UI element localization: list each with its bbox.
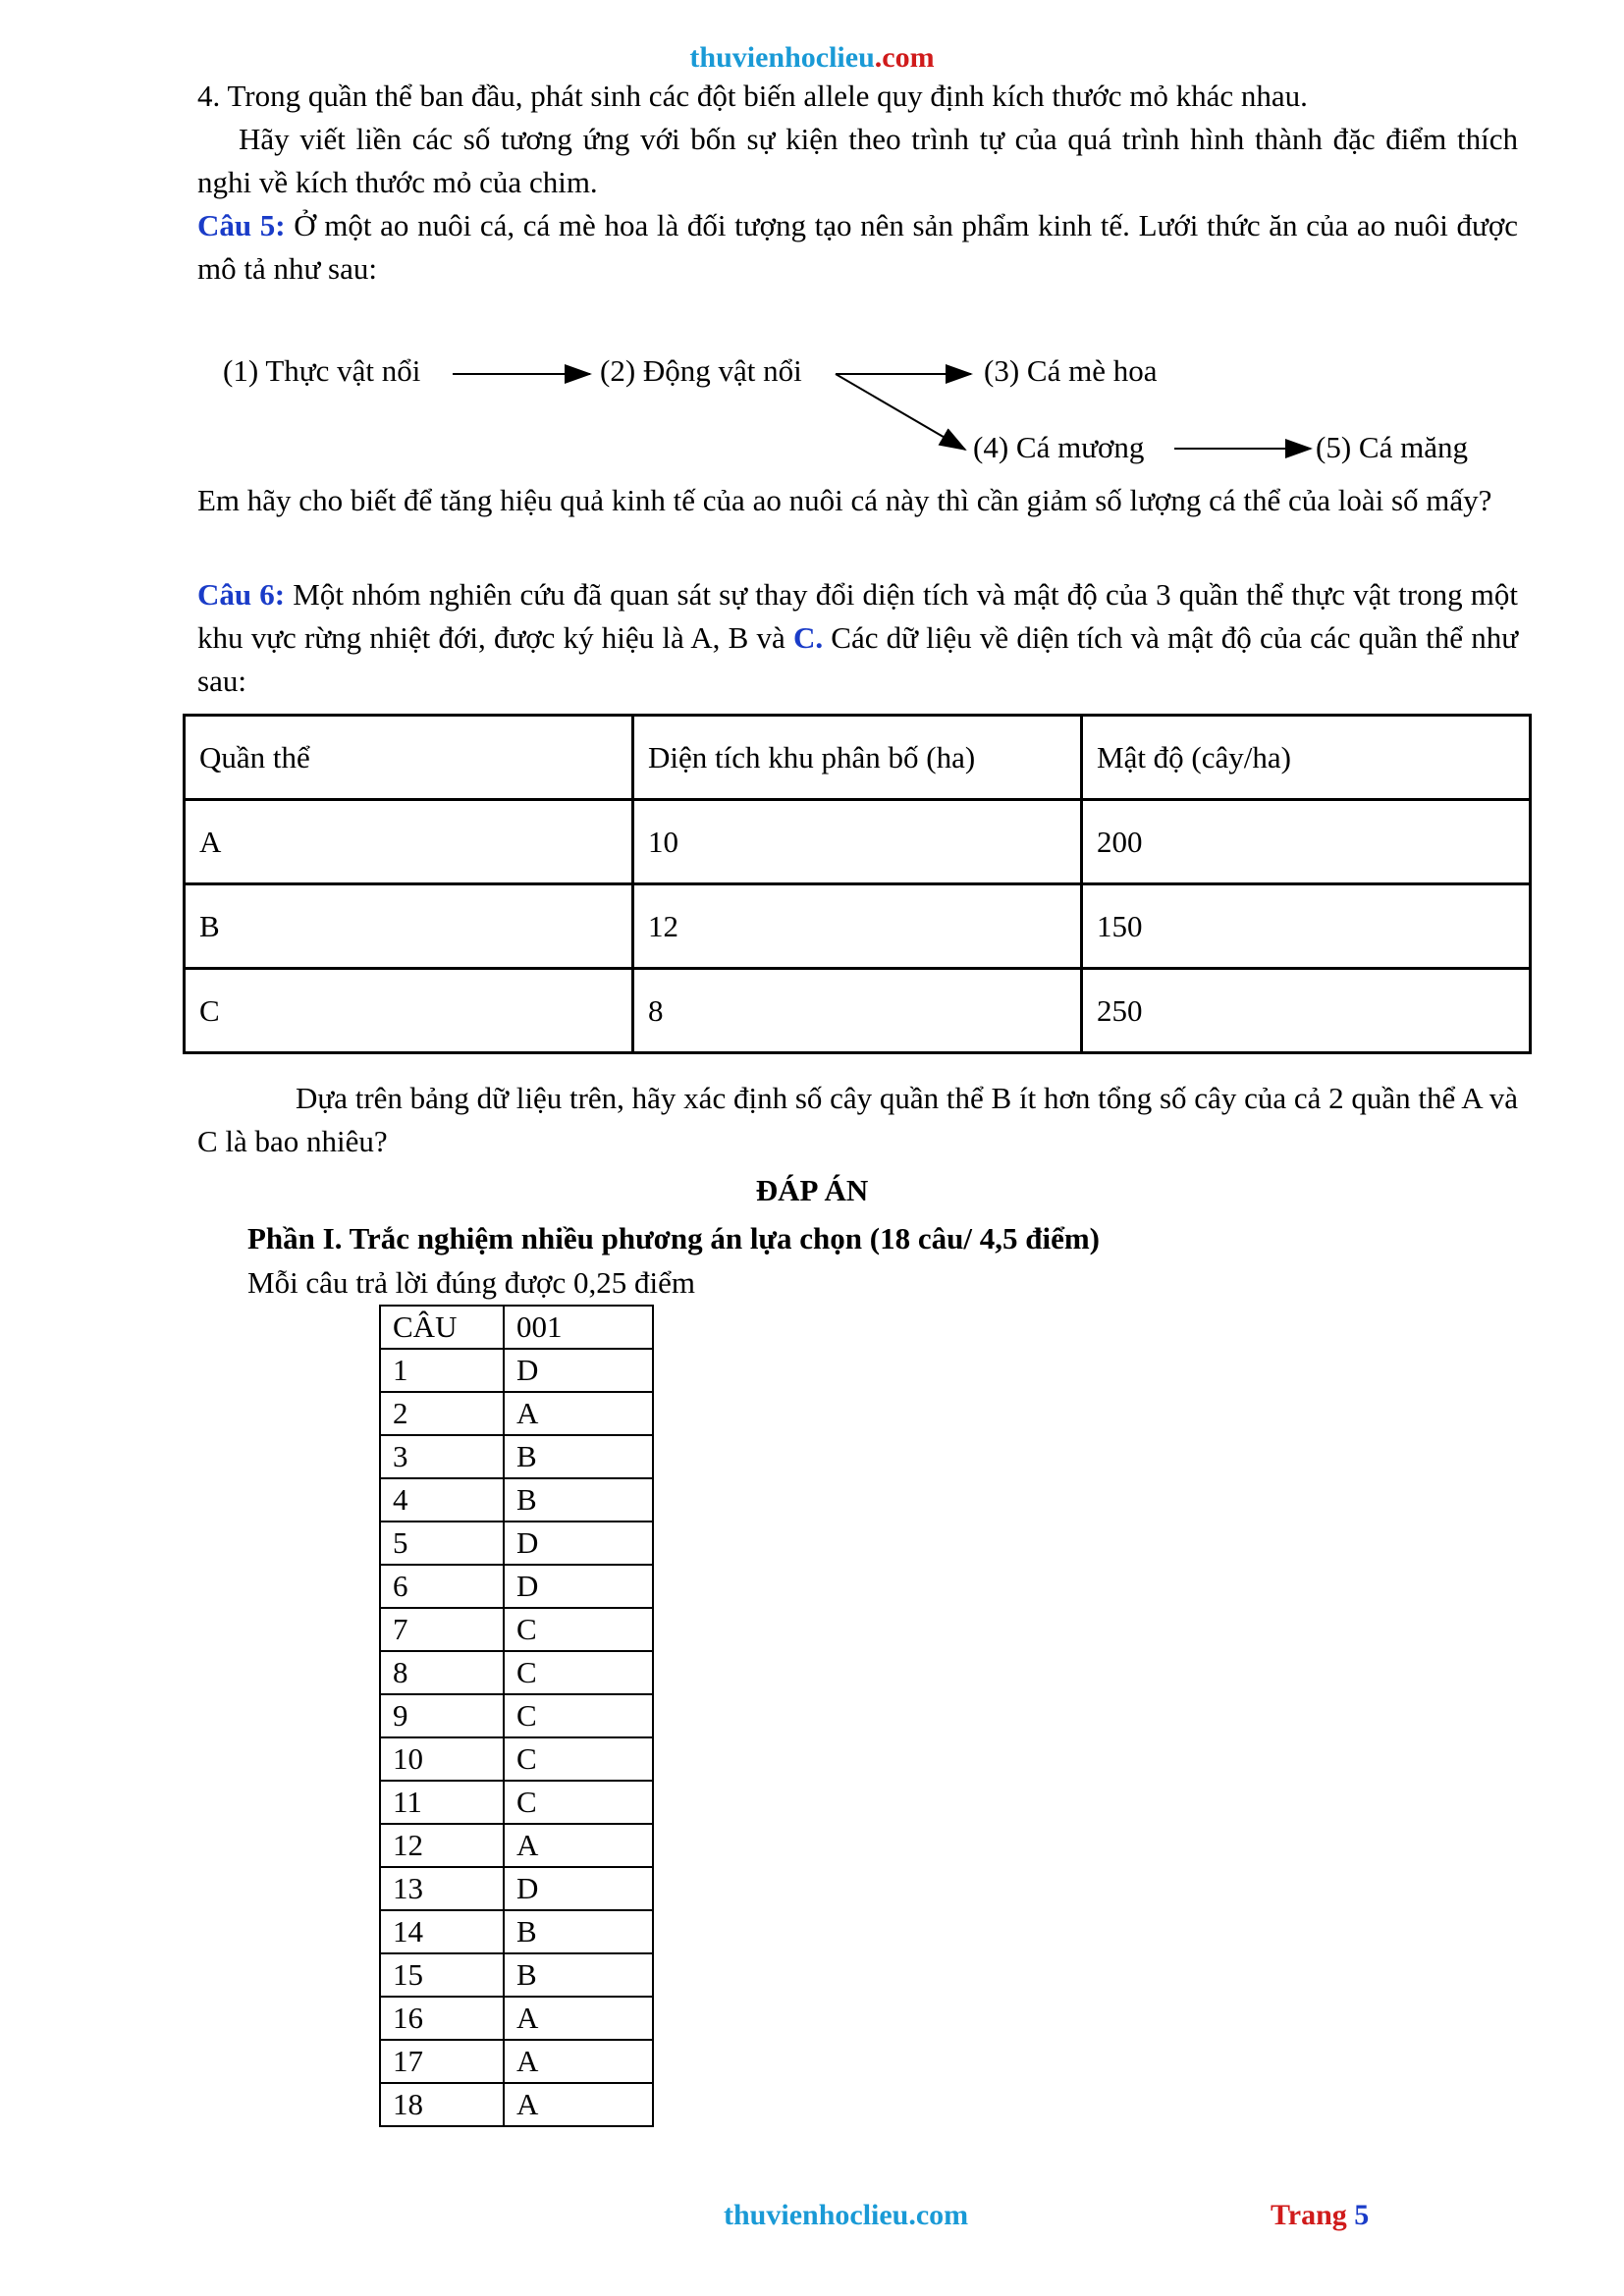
node-5-milkfish: (5) Cá măng: [1316, 430, 1468, 464]
table-row: [185, 800, 1531, 884]
answer-number: 13: [380, 1867, 504, 1910]
answers-title: ĐÁP ÁN: [755, 1173, 869, 1207]
question-6-label-c: C.: [792, 620, 824, 655]
answer-choice: A: [504, 1824, 653, 1867]
question-5-label: Câu 5:: [197, 208, 286, 242]
answer-row: [380, 1435, 653, 1478]
answer-number: 15: [380, 1953, 504, 1997]
answer-row: [380, 1565, 653, 1608]
answer-choice: D: [504, 1349, 653, 1392]
answer-choice: C: [504, 1737, 653, 1781]
answer-number: 4: [380, 1478, 504, 1522]
answer-header-cell: 001: [504, 1306, 653, 1349]
table-cell: 12: [633, 884, 1082, 969]
answer-number: 14: [380, 1910, 504, 1953]
table-cell: B: [185, 884, 633, 969]
answer-choice: A: [504, 2040, 653, 2083]
answer-number: 1: [380, 1349, 504, 1392]
answer-choice: A: [504, 2083, 653, 2126]
answer-choice: D: [504, 1565, 653, 1608]
answer-row: [380, 1867, 653, 1910]
footer-page-label: Trang: [1271, 2199, 1355, 2231]
population-data-table: [183, 714, 1532, 1054]
answer-number: 18: [380, 2083, 504, 2126]
answer-number: 3: [380, 1435, 504, 1478]
question-6-prompt: Dựa trên bảng dữ liệu trên, hãy xác định số cây quần thể B ít hơn tổng số cây của cả 2 quần thể A và C là bao nhiêu?: [197, 1081, 1518, 1158]
answer-choice: B: [504, 1910, 653, 1953]
answer-choice: C: [504, 1608, 653, 1651]
table-row: [185, 969, 1531, 1053]
answer-choice: B: [504, 1435, 653, 1478]
question-5-text: Ở một ao nuôi cá, cá mè hoa là đối tượng tạo nên sản phẩm kinh tế. Lưới thức ăn của ao nuôi được mô tả như sau:: [197, 208, 1519, 286]
answer-header-cell: CÂU: [380, 1306, 504, 1349]
answer-header-row: [380, 1306, 653, 1349]
table-cell: 10: [633, 800, 1082, 884]
table-row: [185, 884, 1531, 969]
answer-number: 8: [380, 1651, 504, 1694]
answer-row: [380, 1349, 653, 1392]
answer-row: [380, 1608, 653, 1651]
answer-row: [380, 1478, 653, 1522]
footer-site-link[interactable]: thuvienhoclieu.com: [724, 2199, 969, 2231]
answer-number: 5: [380, 1522, 504, 1565]
answer-number: 17: [380, 2040, 504, 2083]
answer-number: 9: [380, 1694, 504, 1737]
answer-row: [380, 1953, 653, 1997]
question-6-label: Câu 6:: [197, 577, 286, 612]
table-cell: 8: [633, 969, 1082, 1053]
answer-row: [380, 1910, 653, 1953]
table-cell: 200: [1082, 800, 1531, 884]
scoring-note: Mỗi câu trả lời đúng được 0,25 điểm: [247, 1265, 695, 1300]
answer-number: 10: [380, 1737, 504, 1781]
footer-page-value: 5: [1354, 2199, 1370, 2231]
answer-row: [380, 2040, 653, 2083]
node-3-bighead-carp: (3) Cá mè hoa: [984, 353, 1158, 388]
answer-number: 16: [380, 1997, 504, 2040]
answer-choice: A: [504, 1997, 653, 2040]
answer-choice: A: [504, 1392, 653, 1435]
answer-row: [380, 1392, 653, 1435]
answer-choice: C: [504, 1781, 653, 1824]
answer-choice: B: [504, 1478, 653, 1522]
answer-row: [380, 1824, 653, 1867]
header-site-part1: thuvienhoclieu: [689, 41, 875, 74]
table-header-cell: Quần thể: [185, 716, 633, 800]
footer-page-number: [1271, 2199, 1369, 2232]
intro-instruction: Hãy viết liền các số tương ứng với bốn sự kiện theo trình tự của quá trình hình thành đặc điểm thích nghi về kích thước mỏ của chim.: [197, 122, 1518, 199]
table-header-cell: Diện tích khu phân bố (ha): [633, 716, 1082, 800]
answer-row: [380, 1781, 653, 1824]
table-header-cell: Mật độ (cây/ha): [1082, 716, 1531, 800]
answer-row: [380, 2083, 653, 2126]
answer-row: [380, 1522, 653, 1565]
answer-number: 2: [380, 1392, 504, 1435]
answer-row: [380, 1651, 653, 1694]
answer-row: [380, 1737, 653, 1781]
question-6-text-before: Một nhóm nghiên cứu đã quan sát sự thay đổi diện tích và mật độ của 3 quần thể thực vật trong một khu vực rừng nhiệt đới, được ký hiệu là A, B và: [197, 577, 1518, 655]
question-5: [197, 204, 1518, 291]
question-6-text-after: Các dữ liệu về diện tích và mật độ của các quần thể như sau:: [197, 620, 1518, 698]
table-cell: 250: [1082, 969, 1531, 1053]
intro-item-4: 4. Trong quần thể ban đầu, phát sinh các đột biến allele quy định kích thước mỏ khác nhau.: [197, 79, 1308, 113]
arrow-2-to-4: [836, 374, 965, 450]
node-2-zooplankton: (2) Động vật nổi: [600, 353, 802, 388]
answer-row: [380, 1997, 653, 2040]
answer-number: 11: [380, 1781, 504, 1824]
answer-row: [380, 1694, 653, 1737]
answer-number: 12: [380, 1824, 504, 1867]
node-4-minnow: (4) Cá mương: [973, 430, 1145, 464]
answer-choice: B: [504, 1953, 653, 1997]
food-web-diagram: [197, 344, 1518, 471]
answer-choice: C: [504, 1651, 653, 1694]
table-cell: C: [185, 969, 633, 1053]
answer-number: 6: [380, 1565, 504, 1608]
answer-number: 7: [380, 1608, 504, 1651]
answer-choice: D: [504, 1522, 653, 1565]
header-site-part2: .com: [874, 41, 935, 74]
table-header-row: [185, 716, 1531, 800]
answer-key-table: [379, 1305, 654, 2127]
table-cell: A: [185, 800, 633, 884]
question-5-prompt: Em hãy cho biết để tăng hiệu quả kinh tế của ao nuôi cá này thì cần giảm số lượng cá thể của loài số mấy?: [197, 483, 1492, 517]
answer-choice: C: [504, 1694, 653, 1737]
header-site-name: [0, 41, 1624, 75]
question-6: [197, 573, 1518, 703]
part-1-title: Phần I. Trắc nghiệm nhiều phương án lựa chọn (18 câu/ 4,5 điểm): [247, 1221, 1100, 1255]
table-cell: 150: [1082, 884, 1531, 969]
answer-choice: D: [504, 1867, 653, 1910]
node-1-phytoplankton: (1) Thực vật nổi: [223, 353, 421, 388]
